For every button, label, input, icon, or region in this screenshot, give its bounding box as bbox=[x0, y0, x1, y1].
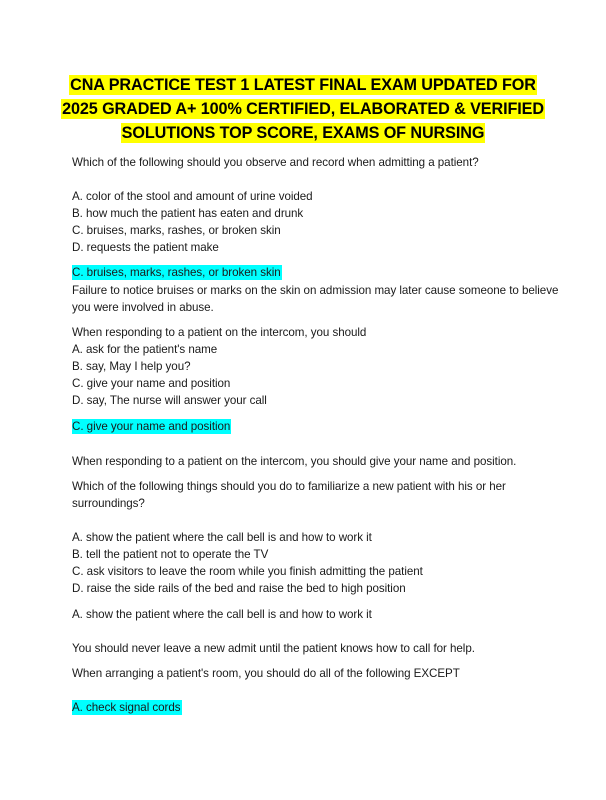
q2-answer: C. give your name and position bbox=[72, 420, 231, 433]
q3-option-b: B. tell the patient not to operate the TV bbox=[72, 548, 269, 561]
q2-option-d: D. say, The nurse will answer your call bbox=[72, 394, 267, 407]
q3-rationale: You should never leave a new admit until the patient knows how to call for help. bbox=[72, 642, 475, 655]
q1-rationale-line-2: you were involved in abuse. bbox=[72, 301, 214, 314]
q3-question-line-1: Which of the following things should you do to familiarize a new patient with his or her bbox=[72, 480, 506, 493]
title-line-1: CNA PRACTICE TEST 1 LATEST FINAL EXAM UPDATED FOR bbox=[70, 76, 536, 94]
q1-answer: C. bruises, marks, rashes, or broken skin bbox=[72, 266, 281, 279]
q1-question: Which of the following should you observe and record when admitting a patient? bbox=[72, 156, 479, 169]
q2-question: When responding to a patient on the intercom, you should bbox=[72, 326, 367, 339]
q1-rationale-line-1: Failure to notice bruises or marks on the skin on admission may later cause someone to believe bbox=[72, 284, 559, 297]
q3-option-c: C. ask visitors to leave the room while you finish admitting the patient bbox=[72, 565, 423, 578]
q4-question: When arranging a patient's room, you should do all of the following EXCEPT bbox=[72, 667, 460, 680]
q4-answer: A. check signal cords bbox=[72, 701, 181, 714]
q1-option-d: D. requests the patient make bbox=[72, 241, 219, 254]
q3-answer: A. show the patient where the call bell is and how to work it bbox=[72, 608, 372, 621]
title-line-2: 2025 GRADED A+ 100% CERTIFIED, ELABORATED & VERIFIED bbox=[62, 100, 544, 118]
q2-option-c: C. give your name and position bbox=[72, 377, 231, 390]
q1-option-c: C. bruises, marks, rashes, or broken skin bbox=[72, 224, 281, 237]
q1-option-b: B. how much the patient has eaten and drunk bbox=[72, 207, 304, 220]
q1-option-a: A. color of the stool and amount of urine voided bbox=[72, 190, 313, 203]
q3-question-line-2: surroundings? bbox=[72, 497, 145, 510]
title-line-3: SOLUTIONS TOP SCORE, EXAMS OF NURSING bbox=[121, 124, 485, 142]
q2-option-a: A. ask for the patient's name bbox=[72, 343, 218, 356]
q2-option-b: B. say, May I help you? bbox=[72, 360, 191, 373]
q2-rationale: When responding to a patient on the intercom, you should give your name and position. bbox=[72, 455, 517, 468]
document-title bbox=[60, 73, 546, 145]
q3-option-a: A. show the patient where the call bell is and how to work it bbox=[72, 531, 372, 544]
q3-option-d: D. raise the side rails of the bed and raise the bed to high position bbox=[72, 582, 406, 595]
